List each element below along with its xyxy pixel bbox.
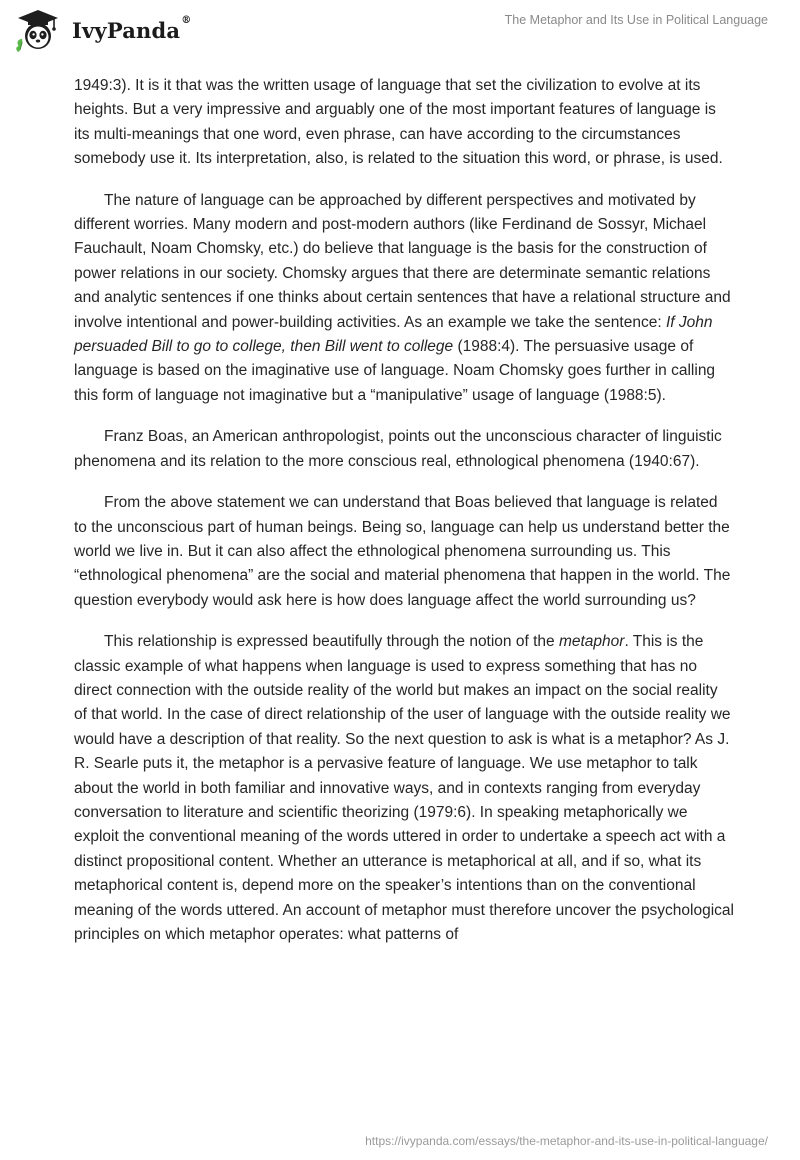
page-header (0, 0, 800, 60)
paragraph-5: This relationship is expressed beautifully through the notion of the metaphor. This is the classic example of what happens when language is used to express something that has no direct connection with the outside reality of the world but makes an impact on the social reality of that world. In the case of direct relationship of the user of language with the outside reality we would have a description of that reality. So the next question to ask is what is a metaphor? As J. R. Searle puts it, the metaphor is a pervasive feature of language. We use metaphor to talk about the world in both familiar and innovative ways, and in contexts ranging from everyday conversation to literature and scientific theorizing (1979:6). In speaking metaphorically we exploit the conventional meaning of the words uttered in order to undertake a speech act with a distinct propositional content. Whether an utterance is metaphorical at all, and if so, what its metaphorical content is, depend more on the speaker’s intentions than on the conventional meaning of the words uttered. An account of metaphor must therefore uncover the psychological principles on which metaphor operates: what patterns of (74, 633, 734, 943)
paragraph-2: The nature of language can be approached by different perspectives and motivated by different worries. Many modern and post-modern authors (like Ferdinand de Sossyr, Michael Fauchault, Noam Chomsky, etc.) do believe that language is the basis for the construction of power relations in our society. Chomsky argues that there are determinate semantic relations and analytic sentences if one thinks about certain sentences that have a relational structure and involve intentional and power-building activities. As an example we take the sentence: If John persuaded Bill to go to college, then Bill went to college (1988:4). The persuasive usage of language is based on the imaginative use of language. Noam Chomsky goes further in calling this form of language not imaginative but a “manipulative” usage of language (1988:5). (74, 191, 731, 404)
paragraph-4: From the above statement we can understand that Boas believed that language is related to the unconscious part of human beings. Being so, language can help us understand better the world we live in. But it can also affect the ethnological phenomena surrounding us. This “ethnological phenomena” are the social and material phenomena that happen in the world. The question everybody would ask here is how does language affect the world surrounding us? (74, 494, 731, 609)
example-sentence: If John persuaded Bill to go to college, then Bill went to college (74, 313, 713, 356)
source-url[interactable]: https://ivypanda.com/essays/the-metaphor-and-its-use-in-political-language/ (365, 1134, 768, 1148)
panda-graduation-cap-icon (14, 8, 62, 52)
paragraph-1: 1949:3). It is it that was the written usage of language that set the civilization to evolve at its heights. But a very impressive and arguably one of the most important features of language is its multi-meanings that one word, even phrase, can have according to the circumstances somebody use it. Its interpretation, also, is related to the situation this word, or phrase, is used. (74, 77, 723, 168)
metaphor-term: metaphor (558, 633, 625, 651)
logo-text: IvyPanda® (72, 14, 192, 43)
essay-body (74, 74, 734, 964)
paragraph-3: Franz Boas, an American anthropologist, points out the unconscious character of linguistic phenomena and its relation to the more conscious real, ethnological phenomena (1940:67). (74, 428, 722, 470)
ivypanda-logo[interactable] (14, 8, 191, 52)
document-title: The Metaphor and Its Use in Political Language (504, 13, 768, 27)
